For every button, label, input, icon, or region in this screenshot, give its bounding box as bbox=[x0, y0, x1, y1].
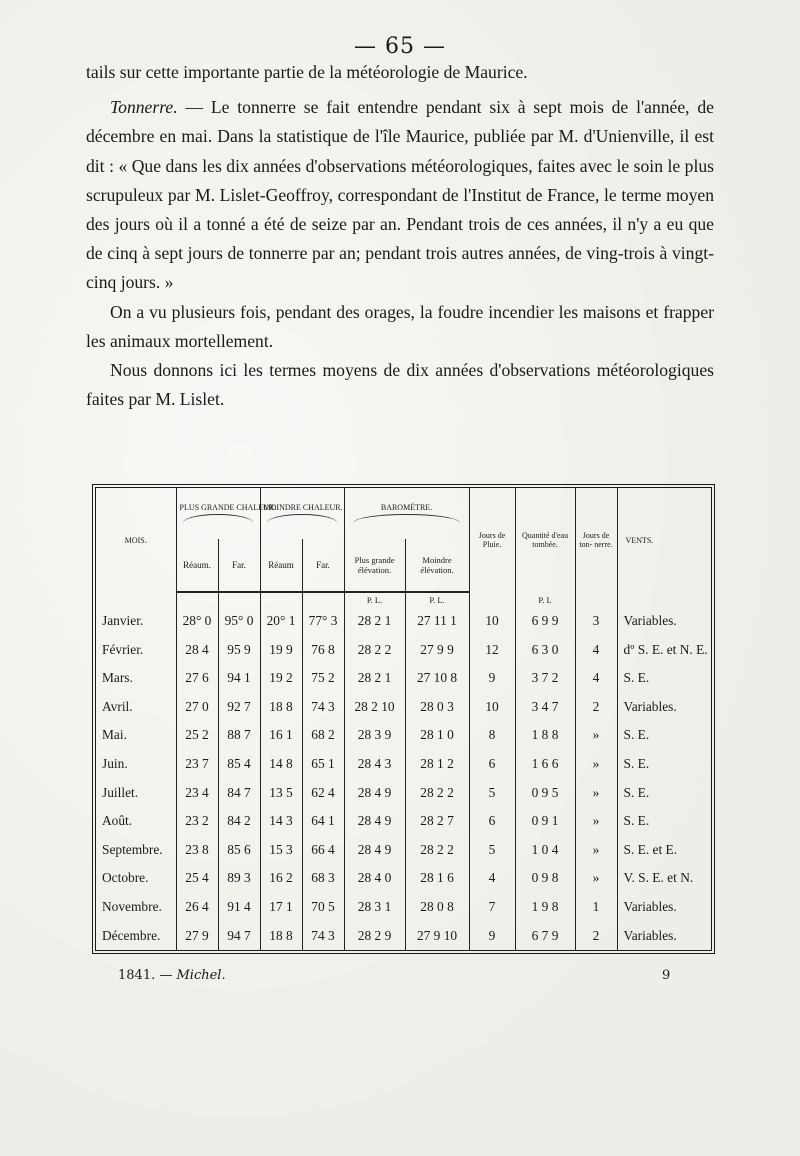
cell-pg-f: 95° 0 bbox=[218, 607, 260, 636]
cell-q: 3 4 7 bbox=[515, 693, 575, 722]
cell-bm: 27 11 1 bbox=[405, 607, 469, 636]
header-jours-pluie: Jours de Pluie. bbox=[469, 488, 515, 592]
unit-pl-1: P. L. bbox=[344, 592, 405, 606]
cell-mc-r: 20° 1 bbox=[260, 607, 302, 636]
cell-mois: Mai. bbox=[102, 727, 127, 743]
cell-mc-f: 66 4 bbox=[302, 836, 344, 865]
cell-bm: 28 1 0 bbox=[405, 721, 469, 750]
cell-mois: Mars. bbox=[102, 670, 133, 686]
subheader-reaum-1: Réaum. bbox=[176, 539, 218, 593]
cell-q: 6 9 9 bbox=[515, 607, 575, 636]
cell-bg: 28 2 1 bbox=[344, 664, 405, 693]
cell-bm: 27 9 10 bbox=[405, 921, 469, 950]
table-row bbox=[96, 893, 711, 922]
cell-v: S. E. bbox=[617, 750, 711, 779]
meteorology-table bbox=[92, 484, 715, 954]
cell-q: 6 7 9 bbox=[515, 921, 575, 950]
subheader-reaum-2: Réaum bbox=[260, 539, 302, 593]
cell-mc-f: 76 8 bbox=[302, 635, 344, 664]
cell-bg: 28 4 9 bbox=[344, 807, 405, 836]
cell-pg-f: 85 6 bbox=[218, 836, 260, 865]
cell-jt: » bbox=[575, 721, 617, 750]
header-moindre-chaleur: MOINDRE CHALEUR. bbox=[260, 488, 344, 539]
table-row bbox=[96, 778, 711, 807]
footer-year: 1841. bbox=[118, 968, 156, 983]
paragraph-3: On a vu plusieurs fois, pendant des orages, la foudre incendier les maisons et frapper les animaux mortellement. bbox=[86, 301, 714, 351]
cell-jt: » bbox=[575, 807, 617, 836]
cell-mois: Septembre. bbox=[102, 841, 163, 857]
cell-pg-r: 27 6 bbox=[176, 664, 218, 693]
cell-q: 0 9 1 bbox=[515, 807, 575, 836]
units-row bbox=[96, 592, 711, 606]
header-mois: MOIS. bbox=[124, 535, 147, 545]
cell-jt: 2 bbox=[575, 921, 617, 950]
cell-bg: 28 4 0 bbox=[344, 864, 405, 893]
cell-bg: 28 3 1 bbox=[344, 893, 405, 922]
signature-mark: 9 bbox=[662, 968, 671, 983]
cell-mois: Janvier. bbox=[102, 613, 144, 629]
cell-pg-f: 84 7 bbox=[218, 778, 260, 807]
cell-bg: 28 2 10 bbox=[344, 693, 405, 722]
cell-mc-r: 16 1 bbox=[260, 721, 302, 750]
cell-q: 0 9 8 bbox=[515, 864, 575, 893]
cell-pg-r: 27 9 bbox=[176, 921, 218, 950]
cell-mois: Décembre. bbox=[102, 927, 161, 943]
cell-bm: 28 2 7 bbox=[405, 807, 469, 836]
cell-mc-r: 13 5 bbox=[260, 778, 302, 807]
cell-mois: Avril. bbox=[102, 698, 133, 714]
cell-jt: » bbox=[575, 778, 617, 807]
cell-pg-r: 23 4 bbox=[176, 778, 218, 807]
cell-bm: 28 0 3 bbox=[405, 693, 469, 722]
paragraph-4: Nous donnons ici les termes moyens de dix années d'observations météorologiques faites par M. Lislet. bbox=[86, 360, 714, 410]
cell-mois: Février. bbox=[102, 641, 144, 657]
cell-pg-r: 26 4 bbox=[176, 893, 218, 922]
cell-bg: 28 2 2 bbox=[344, 635, 405, 664]
cell-q: 0 9 5 bbox=[515, 778, 575, 807]
header-vents: VENTS. bbox=[617, 488, 711, 592]
cell-v: Variables. bbox=[617, 921, 711, 950]
cell-mc-f: 70 5 bbox=[302, 893, 344, 922]
cell-bg: 28 4 3 bbox=[344, 750, 405, 779]
cell-bm: 28 2 2 bbox=[405, 836, 469, 865]
cell-mc-f: 68 2 bbox=[302, 721, 344, 750]
body-text bbox=[86, 58, 714, 414]
cell-jt: » bbox=[575, 836, 617, 865]
paragraph-2-head: Tonnerre. bbox=[110, 97, 178, 118]
cell-pg-f: 84 2 bbox=[218, 807, 260, 836]
cell-pg-f: 94 1 bbox=[218, 664, 260, 693]
cell-q: 6 3 0 bbox=[515, 635, 575, 664]
cell-pg-f: 94 7 bbox=[218, 921, 260, 950]
cell-q: 3 7 2 bbox=[515, 664, 575, 693]
cell-pg-r: 23 2 bbox=[176, 807, 218, 836]
cell-pg-f: 88 7 bbox=[218, 721, 260, 750]
cell-pg-r: 27 0 bbox=[176, 693, 218, 722]
cell-jp: 10 bbox=[469, 607, 515, 636]
cell-mois: Juillet. bbox=[102, 784, 139, 800]
footer-name: — Michel. bbox=[155, 968, 226, 983]
cell-jp: 5 bbox=[469, 778, 515, 807]
cell-bg: 28 4 9 bbox=[344, 836, 405, 865]
cell-mois: Juin. bbox=[102, 756, 128, 772]
cell-bm: 27 9 9 bbox=[405, 635, 469, 664]
cell-mc-f: 75 2 bbox=[302, 664, 344, 693]
cell-bg: 28 2 1 bbox=[344, 607, 405, 636]
table-row bbox=[96, 864, 711, 893]
cell-bm: 28 2 2 bbox=[405, 778, 469, 807]
cell-v: S. E. bbox=[617, 721, 711, 750]
cell-mc-r: 18 8 bbox=[260, 693, 302, 722]
cell-v: dº S. E. et N. E. bbox=[617, 635, 711, 664]
table-row bbox=[96, 693, 711, 722]
cell-jt: 4 bbox=[575, 664, 617, 693]
cell-bm: 28 1 2 bbox=[405, 750, 469, 779]
cell-mc-r: 14 3 bbox=[260, 807, 302, 836]
cell-pg-r: 28 4 bbox=[176, 635, 218, 664]
cell-jp: 12 bbox=[469, 635, 515, 664]
table-row bbox=[96, 921, 711, 950]
cell-jt: » bbox=[575, 864, 617, 893]
cell-mc-f: 64 1 bbox=[302, 807, 344, 836]
cell-mc-f: 77° 3 bbox=[302, 607, 344, 636]
cell-bg: 28 3 9 bbox=[344, 721, 405, 750]
cell-v: Variables. bbox=[617, 893, 711, 922]
header-jours-tonnerre: Jours de ton- nerre. bbox=[575, 488, 617, 592]
cell-q: 1 0 4 bbox=[515, 836, 575, 865]
cell-jt: » bbox=[575, 750, 617, 779]
cell-jt: 2 bbox=[575, 693, 617, 722]
cell-v: S. E. bbox=[617, 664, 711, 693]
cell-q: 1 9 8 bbox=[515, 893, 575, 922]
cell-jt: 1 bbox=[575, 893, 617, 922]
paragraph-2 bbox=[86, 93, 714, 297]
cell-bm: 28 0 8 bbox=[405, 893, 469, 922]
cell-mc-r: 16 2 bbox=[260, 864, 302, 893]
paragraph-2-body: — Le tonnerre se fait entendre pendant six à sept mois de l'année, de décembre en mai. Dans la statistique de l'île Maurice, publiée par M. d'Unienville, il est dit : « Que dans les dix années d'observations météorologiques, faites avec le soin le plus scrupuleux par M. Lislet-Geoffroy, correspondant de l'Institut de France, le terme moyen des jours où il a tonné a été de seize par an. Pendant trois de ces années, il n'y a eu que de cinq à sept jours de tonnerre par an; pendant trois autres années, de ving-trois à vingt-cinq jours. » bbox=[86, 97, 714, 293]
subheader-far-2: Far. bbox=[302, 539, 344, 593]
table-row bbox=[96, 807, 711, 836]
cell-mc-f: 74 3 bbox=[302, 693, 344, 722]
subheader-far-1: Far. bbox=[218, 539, 260, 593]
cell-jp: 9 bbox=[469, 921, 515, 950]
unit-pl-3: P. L bbox=[515, 592, 575, 606]
paragraph-1: tails sur cette importante partie de la météorologie de Maurice. bbox=[86, 62, 528, 82]
cell-bm: 27 10 8 bbox=[405, 664, 469, 693]
cell-mc-r: 19 9 bbox=[260, 635, 302, 664]
cell-mc-r: 18 8 bbox=[260, 921, 302, 950]
cell-jt: 4 bbox=[575, 635, 617, 664]
cell-pg-f: 95 9 bbox=[218, 635, 260, 664]
cell-mc-f: 68 3 bbox=[302, 864, 344, 893]
cell-jt: 3 bbox=[575, 607, 617, 636]
cell-pg-f: 85 4 bbox=[218, 750, 260, 779]
cell-jp: 5 bbox=[469, 836, 515, 865]
cell-mois: Août. bbox=[102, 813, 133, 829]
cell-v: V. S. E. et N. bbox=[617, 864, 711, 893]
cell-pg-r: 28° 0 bbox=[176, 607, 218, 636]
cell-pg-r: 25 2 bbox=[176, 721, 218, 750]
cell-v: Variables. bbox=[617, 607, 711, 636]
cell-jp: 9 bbox=[469, 664, 515, 693]
cell-mc-f: 74 3 bbox=[302, 921, 344, 950]
cell-q: 1 8 8 bbox=[515, 721, 575, 750]
cell-bg: 28 2 9 bbox=[344, 921, 405, 950]
cell-jp: 10 bbox=[469, 693, 515, 722]
cell-q: 1 6 6 bbox=[515, 750, 575, 779]
table-row bbox=[96, 664, 711, 693]
cell-jp: 6 bbox=[469, 750, 515, 779]
header-quantite: Quantité d'eau tombée. bbox=[515, 488, 575, 592]
cell-pg-r: 23 8 bbox=[176, 836, 218, 865]
table-row bbox=[96, 750, 711, 779]
table-row bbox=[96, 721, 711, 750]
cell-mois: Novembre. bbox=[102, 899, 162, 915]
cell-jp: 4 bbox=[469, 864, 515, 893]
cell-pg-f: 92 7 bbox=[218, 693, 260, 722]
unit-pl-2: P. L. bbox=[405, 592, 469, 606]
table-row bbox=[96, 607, 711, 636]
printer-signature bbox=[118, 968, 226, 983]
cell-mc-r: 19 2 bbox=[260, 664, 302, 693]
cell-bg: 28 4 9 bbox=[344, 778, 405, 807]
cell-mc-r: 17 1 bbox=[260, 893, 302, 922]
cell-v: S. E. bbox=[617, 807, 711, 836]
subheader-baro-moindre: Moindre élévation. bbox=[405, 539, 469, 593]
cell-bm: 28 1 6 bbox=[405, 864, 469, 893]
table-row bbox=[96, 836, 711, 865]
cell-mc-r: 15 3 bbox=[260, 836, 302, 865]
cell-v: S. E. bbox=[617, 778, 711, 807]
cell-jp: 8 bbox=[469, 721, 515, 750]
cell-mc-f: 62 4 bbox=[302, 778, 344, 807]
table-row bbox=[96, 635, 711, 664]
header-barometre: BAROMÈTRE. bbox=[344, 488, 469, 539]
cell-mois: Octobre. bbox=[102, 870, 149, 886]
cell-mc-r: 14 8 bbox=[260, 750, 302, 779]
table-header-row bbox=[96, 488, 711, 539]
cell-pg-f: 91 4 bbox=[218, 893, 260, 922]
cell-v: S. E. et E. bbox=[617, 836, 711, 865]
cell-pg-r: 25 4 bbox=[176, 864, 218, 893]
cell-jp: 6 bbox=[469, 807, 515, 836]
cell-pg-f: 89 3 bbox=[218, 864, 260, 893]
cell-pg-r: 23 7 bbox=[176, 750, 218, 779]
cell-mc-f: 65 1 bbox=[302, 750, 344, 779]
subheader-baro-grande: Plus grande élévation. bbox=[344, 539, 405, 593]
header-plus-grande-chaleur: PLUS GRANDE CHALEUR. bbox=[176, 488, 260, 539]
page-number: — 65 — bbox=[354, 34, 446, 59]
cell-jp: 7 bbox=[469, 893, 515, 922]
cell-v: Variables. bbox=[617, 693, 711, 722]
